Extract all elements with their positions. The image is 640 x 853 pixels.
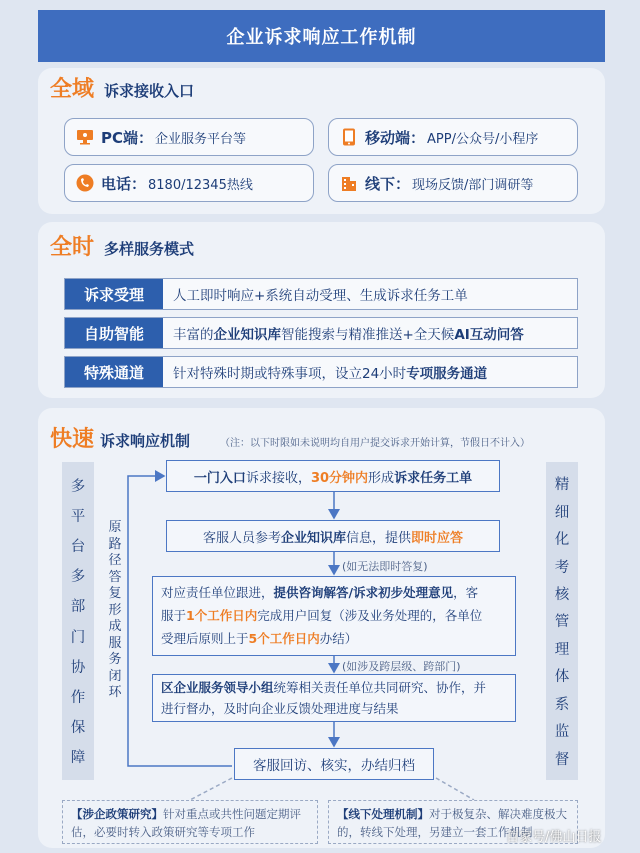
flow-step-leadership-group: 区企业服务领导小组统筹相关责任单位共同研究、协作，并 进行督办，及时向企业反馈处理进度与结果 — [152, 674, 516, 722]
watermark: 百家号/佛山日报 — [506, 830, 602, 845]
right-column-char: 系 — [554, 696, 570, 713]
right-column-char: 精 — [554, 477, 570, 494]
right-column-char: 理 — [554, 641, 570, 658]
section-service-heading: 全时 — [50, 235, 95, 260]
mode-accept-tag: 诉求受理 — [65, 279, 163, 309]
right-column-char: 体 — [554, 669, 570, 686]
loop-label-char: 服 — [108, 635, 122, 651]
right-column-char: 细 — [554, 504, 570, 521]
loop-label-char: 成 — [108, 619, 122, 634]
section-response-heading: 快速 — [50, 427, 95, 452]
note-policy-research: 【涉企政策研究】针对重点或共性问题定期评 估，必要时转入政策研究等专项工作 — [62, 800, 318, 844]
loop-label-char: 环 — [108, 685, 122, 700]
loop-label-char: 务 — [108, 652, 122, 667]
mode-special-tag: 特殊通道 — [65, 357, 163, 387]
right-column-char: 督 — [554, 751, 570, 768]
page-title: 企业诉求响应工作机制 — [38, 10, 605, 62]
loop-label-char: 路 — [108, 536, 122, 552]
left-column-char: 保 — [70, 720, 86, 737]
entry-offline-text: 现场反馈/部门调研等 — [412, 177, 534, 193]
loop-label — [106, 520, 124, 702]
entry-phone-label: 电话： — [101, 174, 147, 193]
section-intake-subheading: 诉求接收入口 — [104, 82, 195, 100]
right-column-char: 化 — [554, 532, 570, 549]
mode-accept-text: 人工即时响应+系统自动受理、生成诉求任务工单 — [173, 288, 468, 304]
entry-mobile-text: APP/公众号/小程序 — [427, 131, 539, 147]
flow-condition-no-instant: (如无法即时答复) — [342, 560, 428, 573]
entry-pc-text: 企业服务平台等 — [155, 131, 247, 147]
loop-label-char: 径 — [108, 553, 122, 568]
section-service-subheading: 多样服务模式 — [104, 240, 195, 258]
left-column-char: 多 — [70, 569, 86, 586]
right-column-char: 监 — [554, 724, 570, 741]
flow-step-unit-followup: 对应责任单位跟进，提供咨询解答/诉求初步处理意见，客 服于1个工作日内完成用户回复（涉及业务处理的，各单位 受理后原则上于5个工作日内办结） — [152, 576, 516, 656]
entry-phone-text: 8180/12345热线 — [148, 177, 253, 193]
left-column-char: 多 — [70, 478, 86, 495]
mode-special-text: 针对特殊时期或特殊事项，设立24小时 专项服务通道 — [173, 366, 488, 382]
entry-mobile-label: 移动端： — [365, 128, 426, 147]
flow-step-archive: 客服回访、核实，办结归档 — [234, 748, 434, 780]
section-intake-heading: 全域 — [50, 77, 95, 102]
left-column-char: 门 — [70, 629, 86, 646]
left-column-char: 平 — [70, 508, 86, 525]
response-footnote: （注：以下时限如未说明均自用户提交诉求开始计算，节假日不计入） — [220, 438, 530, 449]
loop-label-char: 闭 — [108, 668, 122, 684]
left-column-char: 协 — [70, 659, 86, 676]
entry-offline-label: 线下： — [365, 174, 411, 193]
left-column-char: 部 — [70, 599, 86, 616]
left-column-char: 障 — [70, 750, 86, 767]
loop-label-char: 复 — [108, 586, 122, 601]
flow-step-receive: 一门入口 诉求接收， 30分钟内 形成 诉求任务工单 — [166, 460, 500, 492]
right-column-char: 考 — [554, 559, 570, 576]
flow-step-instant-reply: 客服人员参考 企业知识库 信息，提供 即时应答 — [166, 520, 500, 552]
loop-label-char: 形 — [108, 602, 122, 618]
right-column-char: 核 — [554, 587, 570, 604]
mode-self-service-tag: 自助智能 — [65, 318, 163, 348]
flow-condition-cross-level: (如涉及跨层级、跨部门) — [342, 660, 461, 673]
left-column-char: 台 — [70, 538, 86, 555]
mode-self-service-text: 丰富的 企业知识库 智能搜索与精准推送+全天候 AI互动问答 — [173, 327, 524, 343]
left-column-char: 作 — [70, 689, 86, 706]
loop-label-char: 原 — [108, 520, 122, 535]
right-column-char: 管 — [554, 614, 570, 631]
section-response-subheading: 诉求响应机制 — [100, 432, 191, 450]
note-offline-mechanism: 【线下处理机制】对于极复杂、解决难度极大 的，转线下处理，另建立一套工作机制 — [328, 800, 578, 844]
loop-label-char: 答 — [108, 569, 122, 585]
entry-pc-label: PC端： — [101, 128, 154, 147]
